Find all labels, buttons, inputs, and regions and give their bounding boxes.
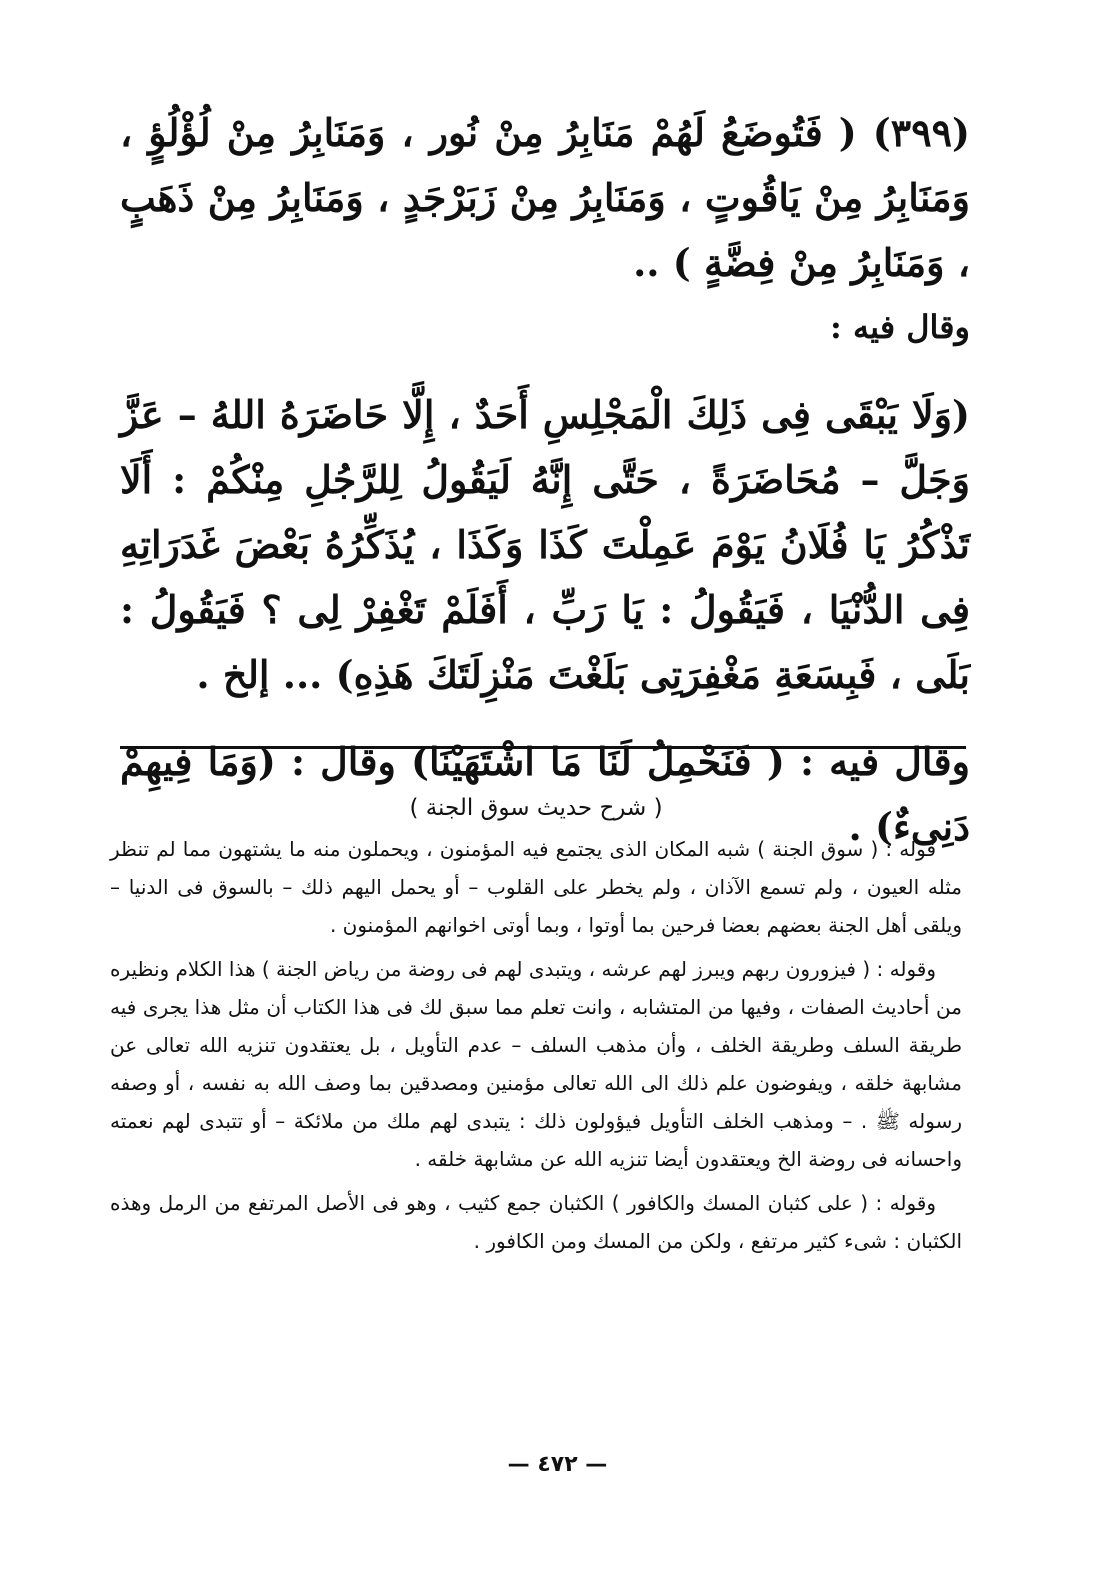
- footnote-divider: [120, 746, 966, 749]
- commentary-note: وقوله : ( فيزورون ربهم ويبرز لهم عرشه ، ويتبدى لهم فى روضة من رياض الجنة ) هذا الكلام ونظيره من أحاديث الصفات ، وفيها من المتشابه ، وانت تعلم مما سبق لك فى هذا الكتاب أن مثل هذا يجرى فيه طريقة السلف وطريقة الخلف ، وأن مذهب السلف – عدم التأويل ، بل يعتقدون تنزيه الله تعالى عن مشابهة خلقه ، ويفوضون علم ذلك الى الله تعالى مؤمنين ومصدقين بما وصف الله به نفسه ، أو وصفه رسوله ﷺ . – ومذهب الخلف التأويل فيؤولون ذلك : يتبدى لهم ملك من ملائكة – أو تتبدى لهم نعمته واحسانه فى روضة الخ ويعتقدون أيضا تنزيه الله عن مشابهة خلقه .: [110, 957, 962, 1171]
- section-heading: وقال فيه :: [830, 308, 970, 346]
- hadith-quote-paragraph: (وَلَا يَبْقَى فِى ذَلِكَ الْمَجْلِسِ أَحَدٌ ، إِلَّا حَاضَرَهُ اللهُ – عَزَّ وَجَلَّ – مُحَاضَرَةً ، حَتَّى إِنَّهُ لَيَقُولُ لِلرَّجُلِ مِنْكُمْ : أَلَا تَذْكُرُ يَا فُلَانُ يَوْمَ عَمِلْتَ كَذَا وَكَذَا ، يُذَكِّرُهُ بَعْضَ غَدَرَاتِهِ فِى الدُّنْيَا ، فَيَقُولُ : يَا رَبِّ ، أَفَلَمْ تَغْفِرْ لِى ؟ فَيَقُولُ : بَلَى ، فَبِسَعَةِ مَغْفِرَتِى بَلَغْتَ مَنْزِلَتَكَ هَذِهِ) ... إلخ .: [120, 392, 970, 697]
- closing-paragraph: وقال فيه : ( فَنَحْمِلُ لَنَا مَا اشْتَهَيْنَا) وقال : (وَمَا فِيهِمْ دَنِىءٌ) .: [120, 739, 970, 849]
- commentary-section: [110, 790, 962, 1266]
- commentary-note: وقوله : ( على كثبان المسك والكافور ) الكثبان جمع كثيب ، وهو فى الأصل المرتفع من الرمل وهذه الكثبان : شىء كثير مرتفع ، ولكن من المسك ومن الكافور .: [110, 1191, 962, 1253]
- commentary-note: قوله : ( سوق الجنة ) شبه المكان الذى يجتمع فيه المؤمنون ، ويحملون منه ما يشتهون مما لم تنظر مثله العيون ، ولم تسمع الآذان ، ولم يخطر على القلوب – أو يحمل اليهم ذلك – بالسوق فى الدنيا – ويلقى أهل الجنة بعضهم بعضا فرحين بما أوتوا ، وبما أوتى اخوانهم المؤمنون .: [110, 837, 962, 937]
- hadith-paragraph-399: (٣٩٩) ( فَتُوضَعُ لَهُمْ مَنَابِرُ مِنْ نُور ، وَمَنَابِرُ مِنْ لُؤْلُؤٍ ، وَمَنَابِرُ مِنْ يَاقُوتٍ ، وَمَنَابِرُ مِنْ زَبَرْجَدٍ ، وَمَنَابِرُ مِنْ ذَهَبٍ ، وَمَنَابِرُ مِنْ فِضَّةٍ ) ..: [120, 110, 970, 285]
- commentary-title: ( شرح حديث سوق الجنة ): [409, 795, 663, 821]
- page-number: — ٤٧٢ —: [507, 1452, 608, 1477]
